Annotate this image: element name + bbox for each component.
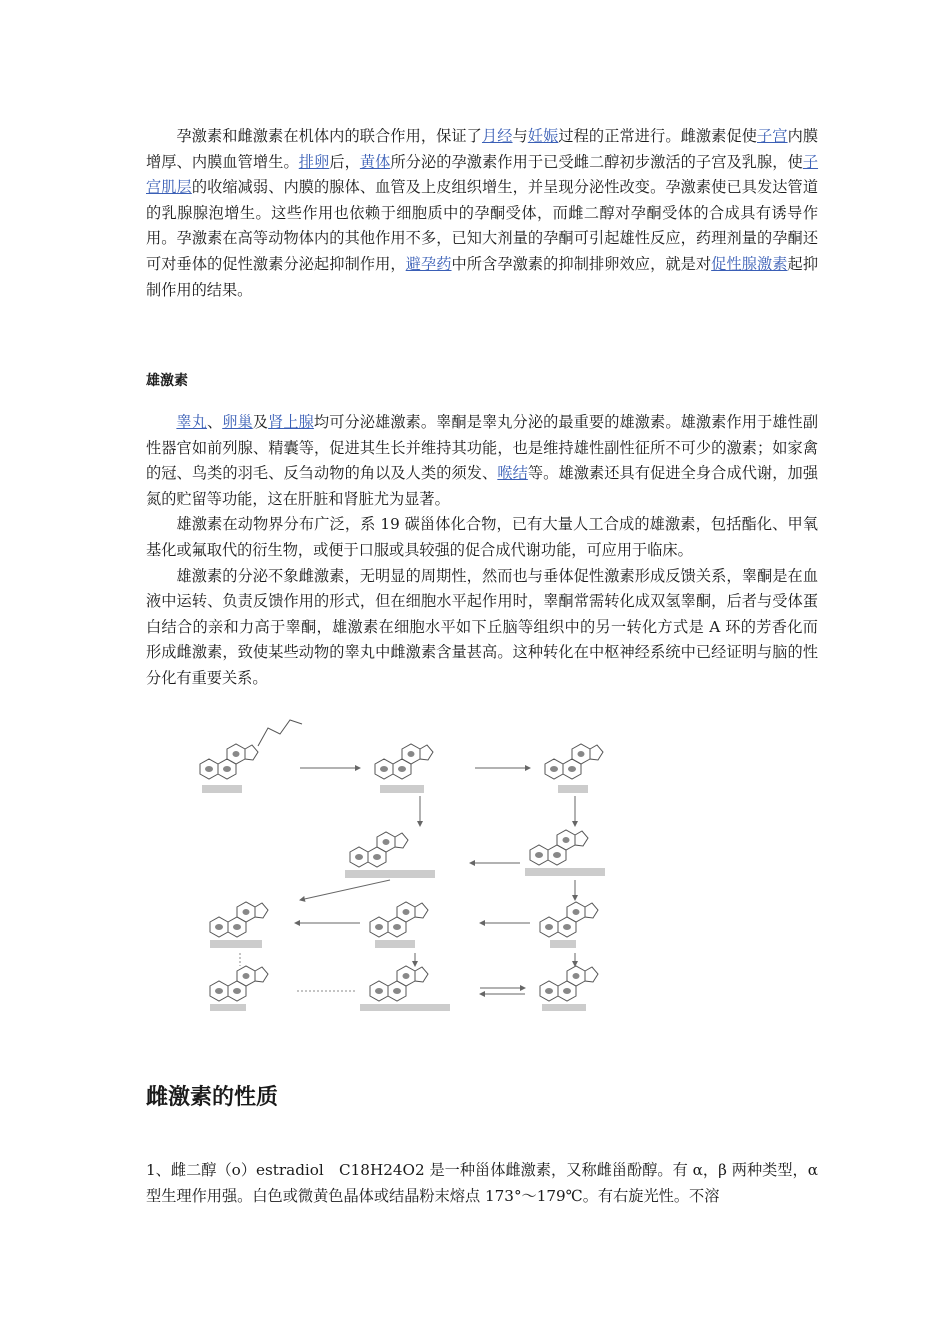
link-contraceptive[interactable]: 避孕药 xyxy=(405,254,452,273)
link-corpus-luteum[interactable]: 黄体 xyxy=(359,152,391,171)
text-span: 中所含孕激素的抑制排卵效应，就是对 xyxy=(451,254,712,273)
link-uterus[interactable]: 子宫 xyxy=(757,127,788,145)
text-span: 后， xyxy=(329,152,360,171)
text-span: 均可分泌雄激素。睾酮是睾丸分泌的最重要的雄激素。雄激素作用于雄性副性器官如前列腺、精囊等，促进其生长并维持其功能，也是维持雄性副性征所不可少的激素；如家禽的冠、鸟类的羽毛、反刍动物的角以及人类的须发、 xyxy=(146,413,819,483)
steroid-biosynthesis-diagram xyxy=(180,708,680,1013)
androgen-paragraph-1 xyxy=(146,410,818,512)
link-testis[interactable]: 睾丸 xyxy=(176,413,207,431)
link-menstruation[interactable]: 月经 xyxy=(481,127,513,145)
link-adrenal[interactable]: 肾上腺 xyxy=(268,413,314,431)
text-span: 内膜增厚、内膜血管增生。 xyxy=(146,127,819,171)
text-span: 等。雄激素还具有促进全身合成代谢，加强氮的贮留等功能，这在肝脏和肾脏尤为显著。 xyxy=(146,464,819,508)
text-span: 孕激素和雌激素在机体内的联合作用，保证了 xyxy=(176,127,482,145)
link-ovary[interactable]: 卵巢 xyxy=(222,413,253,431)
text-span: 与 xyxy=(512,127,528,145)
text-span: 的收缩减弱、内膜的腺体、血管及上皮组织增生，并呈现分泌性改变。孕激素使已具发达管道的乳腺腺泡增生。这些作用也依赖于细胞质中的孕酮受体，而雌二醇对孕酮受体的合成具有诱导作用。孕激素在高等动物体内的其他作用不多，已知大剂量的孕酮可引起雄性反应，药理剂量的孕酮还可对垂体的促性激素分泌起抑制作用， xyxy=(146,178,819,273)
estradiol-paragraph xyxy=(146,1158,818,1209)
text-span: 起抑制作用的结果。 xyxy=(146,254,819,299)
androgen-paragraph-2: 雄激素在动物界分布广泛，系 19 碳甾体化合物，已有大量人工合成的雄激素，包括酯化、甲氧基化或氟取代的衍生物，或便于口服或具较强的促合成代谢功能，可应用于临床。 xyxy=(146,515,818,559)
estrogen-properties-heading: 雌激素的性质 xyxy=(146,1085,279,1110)
progesterone-paragraph xyxy=(146,124,818,303)
androgen-section xyxy=(146,410,818,692)
steroid-pathway-image xyxy=(180,708,680,1013)
androgen-heading: 雄激素 xyxy=(146,373,188,389)
androgen-paragraph-3: 雄激素的分泌不象雌激素，无明显的周期性，然而也与垂体促性激素形成反馈关系，睾酮是在血液中运转、负责反馈作用的形式，但在细胞水平起作用时，睾酮常需转化成双氢睾酮，后者与受体蛋白结合的亲和力高于睾酮，雄激素在细胞水平如下丘脑等组织中的另一转化方式是 A 环的芳香化而形成雌激素，致使某些动物的睾丸中雌激素含量甚高。这种转化在中枢神经系统中已经证明与脑的性分化有重要关系。 xyxy=(146,566,818,687)
link-pregnancy[interactable]: 妊娠 xyxy=(527,127,559,145)
text-span: 及 xyxy=(252,413,269,431)
link-gonadotropin[interactable]: 促性腺激素 xyxy=(711,254,788,273)
link-myometrium[interactable]: 子宫肌层 xyxy=(146,152,819,197)
link-adams-apple[interactable]: 喉结 xyxy=(497,464,528,483)
text-span: 所分泌的孕激素作用于已受雌二醇初步激活的子宫及乳腺，使 xyxy=(390,152,803,171)
text-span: 过程的正常进行。雌激素促使 xyxy=(558,127,757,145)
estradiol-text: 1、雌二醇（o）estradiol C18H24O2 是一种甾体雌激素，又称雌甾酚醇。有 α，β 两种类型，α 型生理作用强。白色或微黄色晶体或结晶粉末熔点 173°～179℃。有右旋光性。不溶 xyxy=(146,1161,818,1205)
text-span: 、 xyxy=(206,413,223,431)
link-ovulation[interactable]: 排卵 xyxy=(298,152,330,171)
